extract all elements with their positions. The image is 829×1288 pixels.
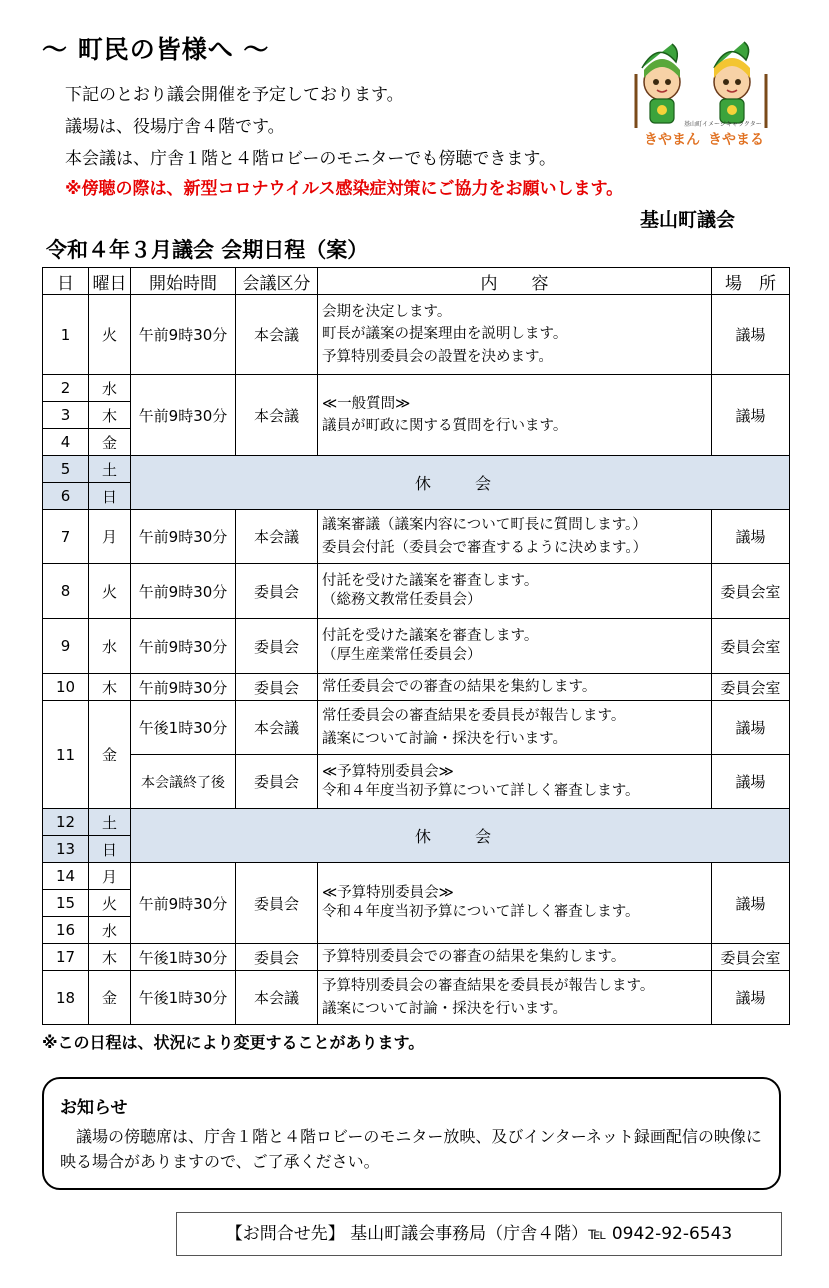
dow-cell: 日 <box>89 483 131 510</box>
dow-cell: 金 <box>89 701 131 809</box>
content-cell <box>318 619 712 674</box>
content-line: 町長が議案の提案理由を説明します。 <box>322 326 568 343</box>
table-row <box>43 944 790 971</box>
day-cell: 3 <box>43 402 89 429</box>
dow-cell: 土 <box>89 809 131 836</box>
dow-cell: 木 <box>89 944 131 971</box>
place-cell: 議場 <box>712 971 790 1025</box>
council-name: 基山町議会 <box>640 209 736 231</box>
dow-cell: 火 <box>89 564 131 619</box>
schedule-title: 令和４年３月議会 会期日程（案） <box>46 238 369 262</box>
day-cell: 17 <box>43 944 89 971</box>
table-row <box>43 564 790 619</box>
content-cell <box>318 701 712 755</box>
table-row <box>43 755 790 809</box>
notice-title: お知らせ <box>60 1098 128 1118</box>
content-line: 付託を受けた議案を審査します。 <box>322 573 539 590</box>
content-line: 議員が町政に関する質問を行います。 <box>322 418 568 434</box>
content-line: （総務文教常任委員会） <box>322 592 482 608</box>
header-time: 開始時間 <box>131 268 236 295</box>
place-cell: 委員会室 <box>712 619 790 674</box>
header-type: 会議区分 <box>236 268 318 295</box>
content-line: 常任委員会の審査結果を委員長が報告します。 <box>322 708 626 725</box>
rest-label: 休 会 <box>131 809 790 863</box>
dow-cell: 木 <box>89 402 131 429</box>
type-cell: 本会議 <box>236 295 318 375</box>
table-row <box>43 295 790 375</box>
content-line: ≪一般質問≫ <box>322 395 411 412</box>
type-cell: 本会議 <box>236 701 318 755</box>
notice-body: 議場の傍聴席は、庁舎１階と４階ロビーのモニター放映、及びインターネット録画配信の映像に映る場合がありますので、ご了承ください。 <box>60 1127 762 1171</box>
schedule-note: ※この日程は、状況により変更することがあります。 <box>42 1033 425 1052</box>
content-line: 会期を決定します。 <box>322 303 452 320</box>
content-line: 常任委員会での審査の結果を集約します。 <box>322 678 597 695</box>
time-cell: 午後1時30分 <box>131 944 236 971</box>
notice-box <box>42 1077 781 1190</box>
header-dow: 曜日 <box>89 268 131 295</box>
table-row <box>43 510 790 564</box>
schedule-table <box>42 267 790 1025</box>
content-cell <box>318 863 712 944</box>
infection-warning: ※傍聴の際は、新型コロナウイルス感染症対策にご協力をお願いします。 <box>65 179 624 199</box>
table-row <box>43 619 790 674</box>
time-cell: 午後1時30分 <box>131 701 236 755</box>
dow-cell: 火 <box>89 295 131 375</box>
contact-box: 【お問合せ先】 基山町議会事務局（庁舎４階）℡ 0942-92-6543 <box>176 1212 782 1256</box>
day-cell: 9 <box>43 619 89 674</box>
content-line: （厚生産業常任委員会） <box>322 647 482 663</box>
content-line: 予算特別委員会の審査結果を委員長が報告します。 <box>322 978 655 995</box>
table-row <box>43 971 790 1025</box>
place-cell: 議場 <box>712 510 790 564</box>
time-cell: 午前9時30分 <box>131 295 236 375</box>
table-row-holiday <box>43 456 790 483</box>
type-cell: 委員会 <box>236 564 318 619</box>
day-cell: 2 <box>43 375 89 402</box>
table-row <box>43 375 790 402</box>
place-cell: 委員会室 <box>712 944 790 971</box>
dow-cell: 月 <box>89 863 131 890</box>
type-cell: 委員会 <box>236 619 318 674</box>
header-place: 場 所 <box>712 268 790 295</box>
dow-cell: 土 <box>89 456 131 483</box>
content-line: 議案について討論・採決を行います。 <box>322 1000 568 1017</box>
content-cell <box>318 295 712 375</box>
day-cell: 13 <box>43 836 89 863</box>
table-row <box>43 674 790 701</box>
content-line: 議案について討論・採決を行います。 <box>322 730 568 747</box>
content-line: 予算特別委員会での審査の結果を集約します。 <box>322 948 626 965</box>
day-cell: 4 <box>43 429 89 456</box>
mascot-kiyaman-icon <box>636 44 680 128</box>
header-day: 日 <box>43 268 89 295</box>
content-cell <box>318 944 712 971</box>
mascot-kiyamaru-icon <box>714 42 766 128</box>
place-cell: 議場 <box>712 755 790 809</box>
day-cell: 10 <box>43 674 89 701</box>
dow-cell: 水 <box>89 917 131 944</box>
place-cell: 議場 <box>712 375 790 456</box>
content-cell <box>318 375 712 456</box>
day-cell: 7 <box>43 510 89 564</box>
type-cell: 本会議 <box>236 971 318 1025</box>
table-row-holiday <box>43 809 790 836</box>
dow-cell: 月 <box>89 510 131 564</box>
type-cell: 本会議 <box>236 375 318 456</box>
time-cell: 午前9時30分 <box>131 564 236 619</box>
mascot-caption: 基山町イメージキャラクター <box>684 121 762 128</box>
time-cell: 本会議終了後 <box>131 755 236 809</box>
day-cell: 6 <box>43 483 89 510</box>
content-line: 令和４年度当初予算について詳しく審査します。 <box>322 782 640 799</box>
rest-label: 休 会 <box>131 456 790 510</box>
day-cell: 15 <box>43 890 89 917</box>
type-cell: 委員会 <box>236 674 318 701</box>
type-cell: 委員会 <box>236 755 318 809</box>
time-cell: 午前9時30分 <box>131 375 236 456</box>
content-line: 委員会付託（委員会で審査するように決めます。） <box>322 539 648 556</box>
content-line: ≪予算特別委員会≫ <box>322 885 454 902</box>
content-line: ≪予算特別委員会≫ <box>322 763 454 780</box>
dow-cell: 水 <box>89 375 131 402</box>
content-cell <box>318 971 712 1025</box>
content-line: 予算特別委員会の設置を決めます。 <box>322 348 553 365</box>
content-line: 議案審議（議案内容について町長に質問します。） <box>322 517 647 534</box>
content-line: 令和４年度当初予算について詳しく審査します。 <box>322 904 640 920</box>
dow-cell: 日 <box>89 836 131 863</box>
intro-line-2: 議場は、役場庁舎４階です。 <box>65 117 285 137</box>
type-cell: 本会議 <box>236 510 318 564</box>
content-cell <box>318 755 712 809</box>
content-line: 付託を受けた議案を審査します。 <box>322 628 539 645</box>
intro-line-1: 下記のとおり議会開催を予定しております。 <box>65 85 404 105</box>
place-cell: 委員会室 <box>712 674 790 701</box>
day-cell: 14 <box>43 863 89 890</box>
day-cell: 11 <box>43 701 89 809</box>
time-cell: 午後1時30分 <box>131 971 236 1025</box>
dow-cell: 金 <box>89 429 131 456</box>
mascot-illustration <box>628 38 776 150</box>
time-cell: 午前9時30分 <box>131 863 236 944</box>
page-title: ～ 町民の皆様へ ～ <box>42 35 270 64</box>
dow-cell: 水 <box>89 619 131 674</box>
mascot-name-2: きやまる <box>708 132 764 148</box>
day-cell: 8 <box>43 564 89 619</box>
day-cell: 18 <box>43 971 89 1025</box>
dow-cell: 火 <box>89 890 131 917</box>
place-cell: 委員会室 <box>712 564 790 619</box>
day-cell: 5 <box>43 456 89 483</box>
time-cell: 午前9時30分 <box>131 510 236 564</box>
time-cell: 午前9時30分 <box>131 619 236 674</box>
day-cell: 1 <box>43 295 89 375</box>
day-cell: 16 <box>43 917 89 944</box>
intro-line-3: 本会議は、庁舎１階と４階ロビーのモニターでも傍聴できます。 <box>65 149 556 169</box>
table-row <box>43 863 790 890</box>
place-cell: 議場 <box>712 701 790 755</box>
type-cell: 委員会 <box>236 863 318 944</box>
day-cell: 12 <box>43 809 89 836</box>
dow-cell: 木 <box>89 674 131 701</box>
mascot-name-1: きやまん <box>644 132 700 148</box>
table-row <box>43 701 790 755</box>
time-cell: 午前9時30分 <box>131 674 236 701</box>
place-cell: 議場 <box>712 863 790 944</box>
content-cell <box>318 510 712 564</box>
content-cell <box>318 564 712 619</box>
type-cell: 委員会 <box>236 944 318 971</box>
content-cell <box>318 674 712 701</box>
place-cell: 議場 <box>712 295 790 375</box>
dow-cell: 金 <box>89 971 131 1025</box>
table-header-row <box>43 268 790 295</box>
header-content: 内 容 <box>318 268 712 295</box>
